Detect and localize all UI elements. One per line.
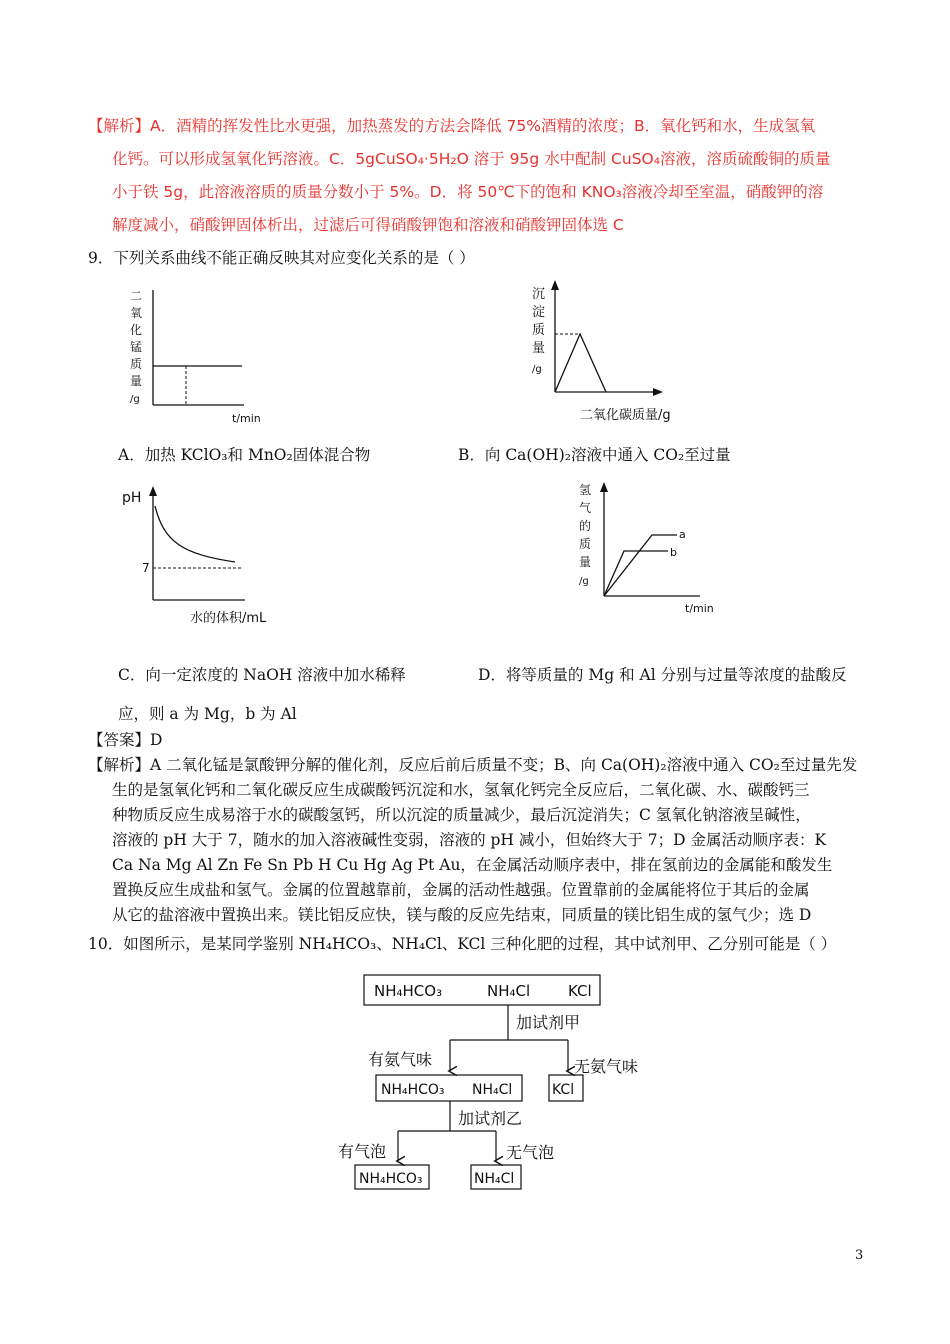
graph-a — [120, 280, 280, 430]
q9-analysis-line-4: 溶液的 pH 大于 7，随水的加入溶液碱性变弱，溶液的 pH 减小，但始终大于 7；D 金属活动顺序表：K — [112, 831, 827, 849]
q9-analysis-line-2: 生的是氢氧化钙和二氧化碳反应生成碳酸钙沉淀和水，氢氧化钙完全反应后，二氧化碳、水、碳酸钙三 — [112, 781, 810, 799]
flow-top-2: NH₄Cl — [487, 982, 531, 1000]
graph-d-line-b — [604, 551, 668, 596]
graph-a-ylabel-2: 化 — [130, 323, 143, 337]
flow-box-kcl-label: KCl — [552, 1082, 575, 1098]
graph-b-xlabel: 二氧化碳质量/g — [580, 408, 671, 423]
graph-c-curve — [155, 506, 235, 562]
page-number: 3 — [855, 1248, 864, 1263]
graph-c — [120, 482, 280, 632]
graph-a-ylabel-6: /g — [130, 394, 140, 405]
graph-d-ylabel-5: /g — [579, 576, 589, 587]
flow-box2-2: NH₄Cl — [472, 1082, 513, 1098]
q9-analysis-line-3: 种物质反应生成易溶于水的碳酸氢钙，所以沉淀的质量减少，最后沉淀消失；C 氢氧化钠溶液呈碱性， — [112, 806, 811, 824]
graph-a-xlabel: t/min — [232, 412, 261, 425]
flow-right-2: 无气泡 — [506, 1143, 555, 1162]
graph-a-ylabel-1: 氧 — [130, 306, 143, 320]
graph-d-xlabel: t/min — [685, 602, 714, 615]
q9-answer: 【答案】D — [88, 731, 163, 749]
q9-caption-c: C．向一定浓度的 NaOH 溶液中加水稀释 — [118, 666, 406, 684]
flow-box2-1: NH₄HCO₃ — [381, 1082, 445, 1098]
graph-d-ylabel-1: 气 — [579, 501, 592, 515]
graph-b-ylabel-4: /g — [532, 364, 542, 375]
prev-analysis-line-2: 化钙。可以形成氢氧化钙溶液。C．5gCuSO₄·5H₂O 溶于 95g 水中配制 CuSO₄溶液，溶质硫酸铜的质量 — [112, 150, 831, 168]
q9-analysis-line-7: 从它的盐溶液中置换出来。镁比铝反应快，镁与酸的反应先结束，同质量的镁比铝生成的氢气少；选 D — [112, 906, 812, 924]
graph-a-ylabel-3: 锰 — [130, 340, 143, 354]
graph-c-ref-label: 7 — [142, 561, 150, 575]
graph-d-ylabel-0: 氢 — [579, 483, 592, 497]
graph-d-label-a: a — [679, 528, 686, 541]
graph-a-ylabel-4: 质 — [130, 357, 143, 371]
q9-analysis-line-5: Ca Na Mg Al Zn Fe Sn Pb H Cu Hg Ag Pt Au，在金属活动顺序表中，排在氢前边的金属能和酸发生 — [112, 856, 833, 874]
graph-c-ylabel: pH — [122, 490, 142, 506]
graph-a-ylabel-0: 二 — [130, 289, 143, 303]
graph-a-ylabel — [130, 289, 142, 405]
graph-b-curve — [555, 334, 606, 392]
graph-b-ylabel — [532, 287, 545, 375]
prev-analysis-line-3: 小于铁 5g，此溶液溶质的质量分数小于 5%。D．将 50℃下的饱和 KNO₃溶液冷却至室温，硝酸钾的溶 — [112, 183, 824, 201]
graph-d — [572, 478, 722, 628]
graph-b — [525, 278, 695, 428]
flow-box-a-label: NH₄HCO₃ — [359, 1171, 423, 1187]
q9-stem: 9．下列关系曲线不能正确反映其对应变化关系的是（ ） — [88, 249, 475, 267]
prev-analysis-line-4: 解度减小，硝酸钾固体析出，过滤后可得硝酸钾饱和溶液和硝酸钾固体选 C — [112, 216, 624, 234]
prev-analysis-line-1: 【解析】A．酒精的挥发性比水更强，加热蒸发的方法会降低 75%酒精的浓度；B．氧化钙和水，生成氢氧 — [88, 117, 816, 135]
graph-b-ylabel-2: 质 — [532, 323, 546, 338]
flow-left-1: 有氨气味 — [368, 1050, 433, 1069]
graph-b-ylabel-3: 量 — [532, 341, 546, 356]
q9-caption-d-line1: D．将等质量的 Mg 和 Al 分别与过量等浓度的盐酸反 — [478, 666, 847, 684]
q9-caption-b: B．向 Ca(OH)₂溶液中通入 CO₂至过量 — [458, 446, 731, 464]
graph-d-ylabel-2: 的 — [579, 519, 592, 533]
q9-caption-a: A．加热 KClO₃和 MnO₂固体混合物 — [118, 446, 371, 464]
flow-reagent-1: 加试剂甲 — [516, 1013, 581, 1032]
graph-a-ylabel-5: 量 — [130, 374, 143, 388]
flow-top-3: KCl — [568, 982, 592, 1000]
q10-stem: 10．如图所示，是某同学鉴别 NH₄HCO₃、NH₄Cl、KCl 三种化肥的过程，其中试剂甲、乙分别可能是（ ） — [88, 935, 837, 953]
flow-reagent-2: 加试剂乙 — [458, 1109, 523, 1128]
q9-analysis-line-6: 置换反应生成盐和氢气。金属的位置越靠前，金属的活动性越强。位置靠前的金属能将位于其后的金属 — [112, 881, 810, 899]
flow-right-1: 无氨气味 — [574, 1057, 639, 1076]
flow-box-b-label: NH₄Cl — [474, 1171, 515, 1187]
q9-analysis-line-1: 【解析】A 二氧化锰是氯酸钾分解的催化剂，反应后前后质量不变；B、向 Ca(OH)₂溶液中通入 CO₂至过量先发 — [88, 756, 858, 774]
flow-top-1: NH₄HCO₃ — [374, 982, 443, 1000]
graph-b-ylabel-0: 沉 — [532, 287, 546, 302]
graph-d-label-b: b — [670, 546, 677, 559]
flow-left-2: 有气泡 — [338, 1142, 387, 1161]
graph-b-ylabel-1: 淀 — [532, 305, 546, 320]
graph-d-ylabel-3: 质 — [579, 537, 592, 551]
graph-d-ylabel — [579, 483, 591, 587]
graph-d-ylabel-4: 量 — [579, 555, 592, 569]
graph-d-line-a — [604, 535, 677, 596]
q9-caption-d-line2: 应，则 a 为 Mg，b 为 Al — [118, 705, 297, 723]
graph-c-xlabel: 水的体积/mL — [190, 611, 267, 626]
q10-flowchart — [330, 968, 660, 1198]
